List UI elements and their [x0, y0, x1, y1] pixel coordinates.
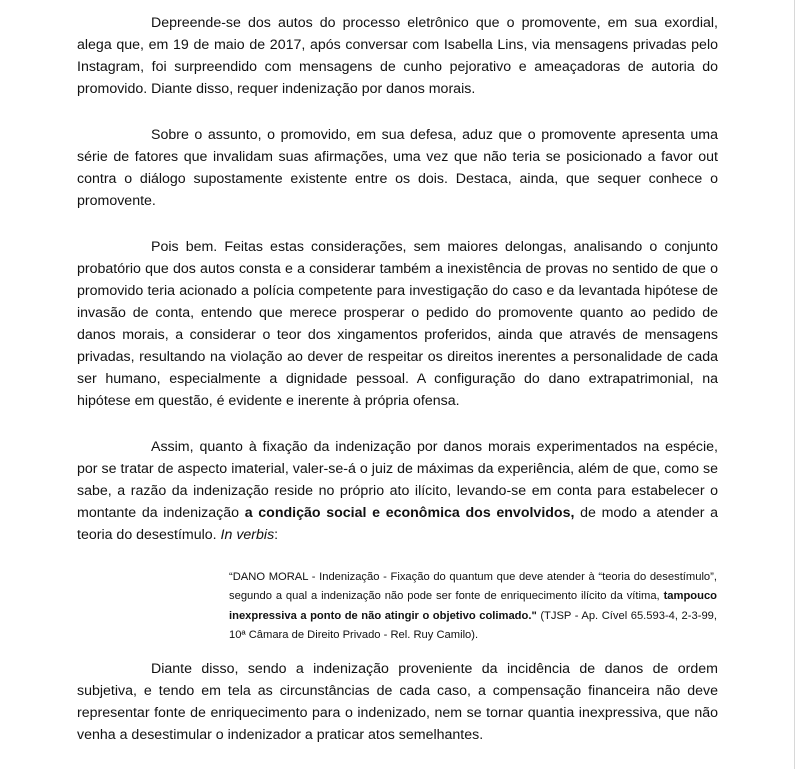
paragraph-2: Sobre o assunto, o promovido, em sua defesa, aduz que o promovente apresenta uma série de fatores que invalidam suas afirmações, uma vez que não teria se posicionado a favor out contra o diálogo supostamente existente entre os dois. Destaca, ainda, que sequer conhece o promovente.	[77, 127, 718, 209]
quote-reference: (TJSP - Ap. Cível 65.593-4, 2-3-99, 10ª Câmara de Direito Privado - Rel. Ruy Camilo).	[229, 609, 717, 641]
paragraph-3: Pois bem. Feitas estas considerações, sem maiores delongas, analisando o conjunto probatório que dos autos consta e a considerar também a inexistência de provas no sentido de que o promovido teria acionado a polícia competente para investigação do caso e da levantada hipótese de invasão de conta, entendo que merece prosperar o pedido do promovente quanto ao pedido de danos morais, a considerar o teor dos xingamentos proferidos, ainda que através de mensagens privadas, resultando na violação ao dever de respeitar os direitos inerentes a personalidade de cada ser humano, especialmente a dignidade pessoal. A configuração do dano extrapatrimonial, na hipótese em questão, é evidente e inerente à própria ofensa.	[77, 239, 718, 409]
paragraph-4	[77, 436, 718, 546]
paragraph-4-text-b: de modo a atender a teoria do desestímulo.	[77, 505, 718, 543]
paragraph-4-bold: a condição social e econômica dos envolvidos,	[244, 505, 575, 521]
citation-quote	[229, 568, 717, 645]
quote-bold: tampouco inexpressiva a ponto de não atingir o objetivo colimado."	[229, 590, 718, 622]
quote-text-a: “DANO MORAL - Indenização - Fixação do quantum que deve atender à “teoria do desestímulo”, segundo a qual a indenização não pode ser fonte de enriquecimento ilícito da vítima,	[229, 571, 717, 603]
paragraph-4-end: :	[274, 527, 279, 543]
paragraph-4-text-a: Assim, quanto à fixação da indenização por danos morais experimentados na espécie, por se tratar de aspecto imaterial, valer-se-á o juiz de máximas da experiência, além de que, como se sabe, a razão da indenização reside no próprio ato ilícito, levando-se em conta para estabelecer o montante da indenização	[77, 439, 718, 521]
paragraph-5: Diante disso, sendo a indenização proveniente da incidência de danos de ordem subjetiva, e tendo em tela as circunstâncias de cada caso, a compensação financeira não deve representar fonte de enriquecimento para o indenizado, nem se tornar quantia inexpressiva, que não venha a desestimular o indenizador a praticar atos semelhantes.	[77, 661, 718, 743]
paragraph-1: Depreende-se dos autos do processo eletrônico que o promovente, em sua exordial, alega que, em 19 de maio de 2017, após conversar com Isabella Lins, via mensagens privadas pelo Instagram, foi surpreendido com mensagens de cunho pejorativo e ameaçadoras de autoria do promovido. Diante disso, requer indenização por danos morais.	[77, 15, 718, 97]
paragraph-4-italic: In verbis	[220, 527, 275, 543]
